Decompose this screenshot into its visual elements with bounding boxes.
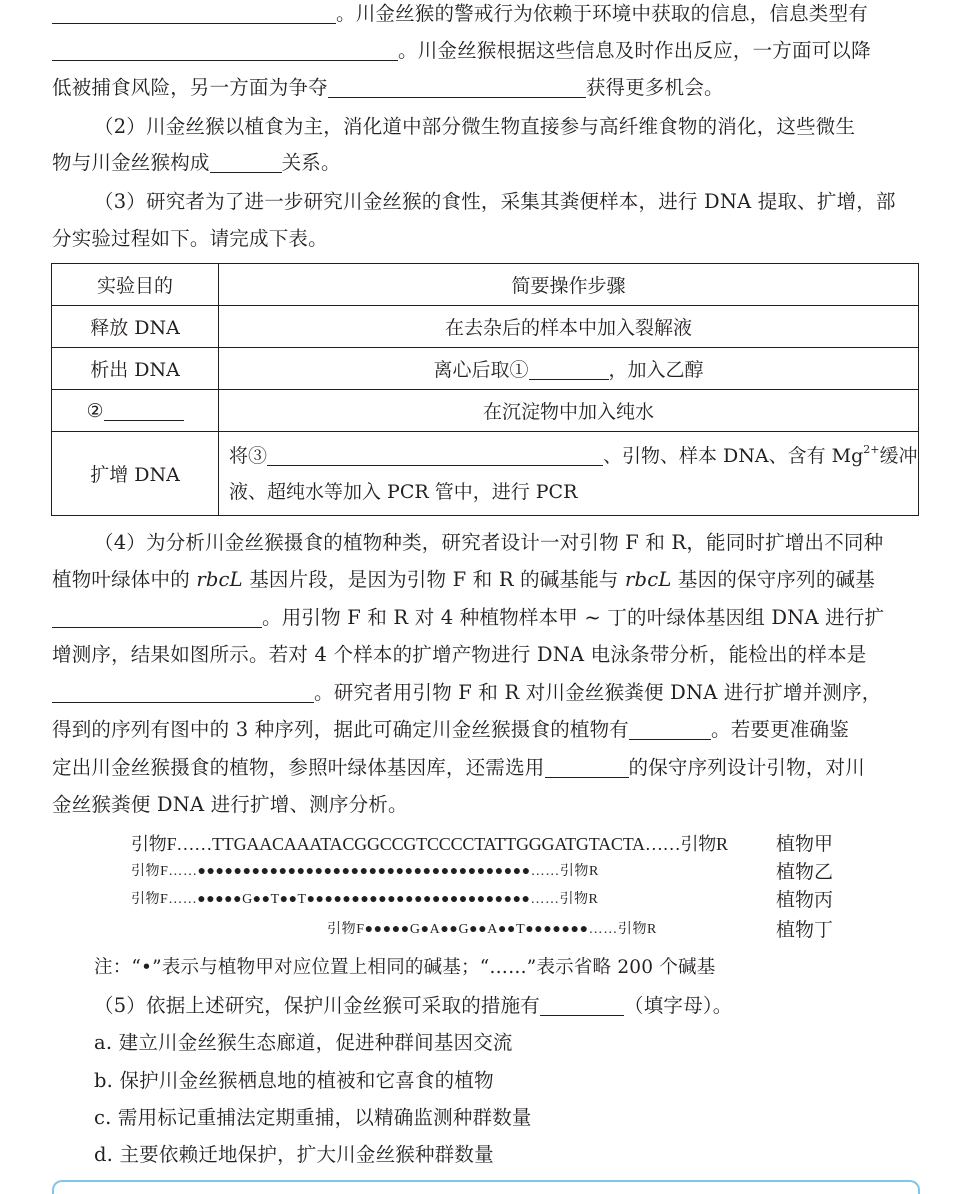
text-line: 。用引物 F 和 R 对 4 种植物样本甲 ~ 丁的叶绿体基因组 DNA 进行扩 bbox=[52, 604, 920, 632]
gene-name: rbcL bbox=[625, 568, 672, 591]
text-line: （2）川金丝猴以植食为主，消化道中部分微生物直接参与高纤维食物的消化，这些微生 bbox=[94, 115, 856, 138]
text-line: 增测序，结果如图所示。若对 4 个样本的扩增产物进行 DNA 电泳条带分析，能检出的样本是 bbox=[52, 643, 867, 666]
option-a: a. 建立川金丝猴生态廊道，促进种群间基因交流 bbox=[94, 1031, 513, 1054]
plant-label: 植物丙 bbox=[776, 889, 834, 911]
table-row bbox=[52, 264, 919, 306]
text-line: 植物叶绿体中的 rbcL 基因片段，是因为引物 F 和 R 的碱基能与 rbcL 基因的保守序列的碱基 bbox=[52, 568, 875, 591]
plant-label: 植物甲 bbox=[776, 833, 834, 855]
answer-blank[interactable] bbox=[52, 682, 314, 703]
text-line: 分实验过程如下。请完成下表。 bbox=[52, 227, 328, 250]
answer-blank[interactable] bbox=[328, 77, 586, 98]
answer-blank[interactable] bbox=[540, 995, 624, 1016]
sequence-text: 引物F……●●●●●G●●T●●T●●●●●●●●●●●●●●●●●●●●●●●●●……引物R bbox=[131, 892, 599, 907]
sequence-text: 引物F●●●●●G●A●●G●●A●●T●●●●●●●……引物R bbox=[327, 922, 657, 937]
plant-label: 植物乙 bbox=[776, 861, 834, 883]
sequence-text: 引物F……●●●●●●●●●●●●●●●●●●●●●●●●●●●●●●●●●●●●●……引物R bbox=[131, 864, 599, 879]
answer-blank[interactable] bbox=[52, 3, 336, 24]
option-d: d. 主要依赖迁地保护，扩大川金丝猴种群数量 bbox=[94, 1143, 494, 1166]
table-row: ② 在沉淀物中加入纯水 bbox=[52, 390, 919, 432]
table-row: 释放 DNA 在去杂后的样本中加入裂解液 bbox=[52, 306, 919, 348]
header-purpose: 实验目的 bbox=[52, 264, 219, 306]
table-row: 析出 DNA 离心后取① ，加入乙醇 bbox=[52, 348, 919, 390]
plant-label: 植物丁 bbox=[776, 919, 834, 941]
text-line: （4）为分析川金丝猴摄食的植物种类，研究者设计一对引物 F 和 R，能同时扩增出不同种 bbox=[94, 531, 884, 554]
table-row: 扩增 DNA 将③ 、引物、样本 DNA、含有 $Mg^{2+}$缓冲 液、超纯水等加入 PCR 管中，进行 PCR bbox=[52, 432, 919, 516]
text-line: 低被捕食风险，另一方面为争夺 获得更多机会。 bbox=[52, 76, 724, 99]
answer-blank[interactable] bbox=[210, 152, 282, 173]
answer-blank[interactable] bbox=[52, 607, 262, 628]
text-line: 金丝猴粪便 DNA 进行扩增、测序分析。 bbox=[52, 793, 408, 816]
text-line: 。研究者用引物 F 和 R 对川金丝猴粪便 DNA 进行扩增并测序， bbox=[52, 679, 920, 707]
answer-blank[interactable] bbox=[104, 400, 184, 421]
text-line: 。川金丝猴的警戒行为依赖于环境中获取的信息，信息类型有 bbox=[52, 0, 920, 28]
text-line: 。川金丝猴根据这些信息及时作出反应，一方面可以降 bbox=[52, 37, 920, 65]
text-line: （3）研究者为了进一步研究川金丝猴的食性，采集其粪便样本，进行 DNA 提取、扩增，部 bbox=[94, 190, 896, 213]
text-line: 物与川金丝猴构成 关系。 bbox=[52, 151, 341, 174]
answer-blank[interactable] bbox=[52, 40, 398, 61]
text-line: （5）依据上述研究，保护川金丝猴可采取的措施有 （填字母）。 bbox=[94, 994, 733, 1017]
figure-note: 注：“•”表示与植物甲对应位置上相同的碱基；“……”表示省略 200 个碱基 bbox=[94, 957, 716, 978]
answer-blank[interactable] bbox=[545, 757, 629, 778]
header-steps: 简要操作步骤 bbox=[219, 264, 919, 306]
option-c: c. 需用标记重捕法定期重捕，以精确监测种群数量 bbox=[94, 1106, 532, 1129]
answer-blank[interactable] bbox=[267, 445, 603, 466]
experiment-table bbox=[51, 263, 919, 516]
answer-box-border bbox=[52, 1180, 920, 1194]
answer-blank[interactable] bbox=[529, 359, 609, 380]
sequence-text: 引物F……TTGAACAAATACGGCCGTCCCCTATTGGGATGTACTA……引物R bbox=[131, 834, 728, 854]
gene-name: rbcL bbox=[196, 568, 243, 591]
answer-blank[interactable] bbox=[629, 719, 711, 740]
text-line: 定出川金丝猴摄食的植物，参照叶绿体基因库，还需选用 的保守序列设计引物，对川 bbox=[52, 756, 865, 779]
text-line: 得到的序列有图中的 3 种序列，据此可确定川金丝猴摄食的植物有 。若要更准确鉴 bbox=[52, 718, 849, 741]
option-b: b. 保护川金丝猴栖息地的植被和它喜食的植物 bbox=[94, 1069, 494, 1092]
